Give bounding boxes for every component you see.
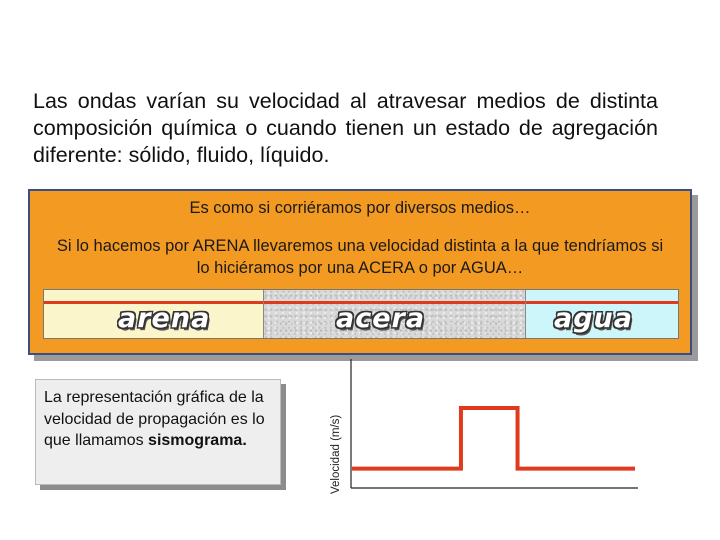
segment-agua: [526, 290, 678, 338]
velocity-line: [352, 408, 635, 469]
label-agua: agua: [554, 303, 633, 334]
media-strip: [43, 289, 679, 339]
intro-paragraph: Las ondas varían su velocidad al atravesar medios de distinta composición química o cuando tienen un estado de agregación diferente: sólido, fluido, líquido.: [33, 89, 658, 167]
segment-arena: [44, 290, 264, 338]
seismogram-svg: [330, 355, 640, 495]
panel-title: Es como si corriéramos por diversos medios…: [189, 199, 531, 217]
segment-acera: [264, 290, 526, 338]
label-acera: acera: [336, 303, 426, 334]
seismogram-chart: [330, 355, 640, 495]
note-box: [35, 379, 281, 485]
media-panel: [28, 189, 692, 355]
y-axis-label: Velocidad (m/s): [330, 414, 342, 494]
note-emphasis: sismograma.: [148, 432, 247, 449]
label-arena: arena: [118, 303, 211, 334]
note-text: La representación gráfica de la velocidad de propagación es lo que llamamos: [44, 389, 265, 449]
panel-description: Si lo hacemos por ARENA llevaremos una velocidad distinta a la que tendríamos si lo hiciéramos por una ACERA o por AGUA…: [56, 237, 664, 277]
